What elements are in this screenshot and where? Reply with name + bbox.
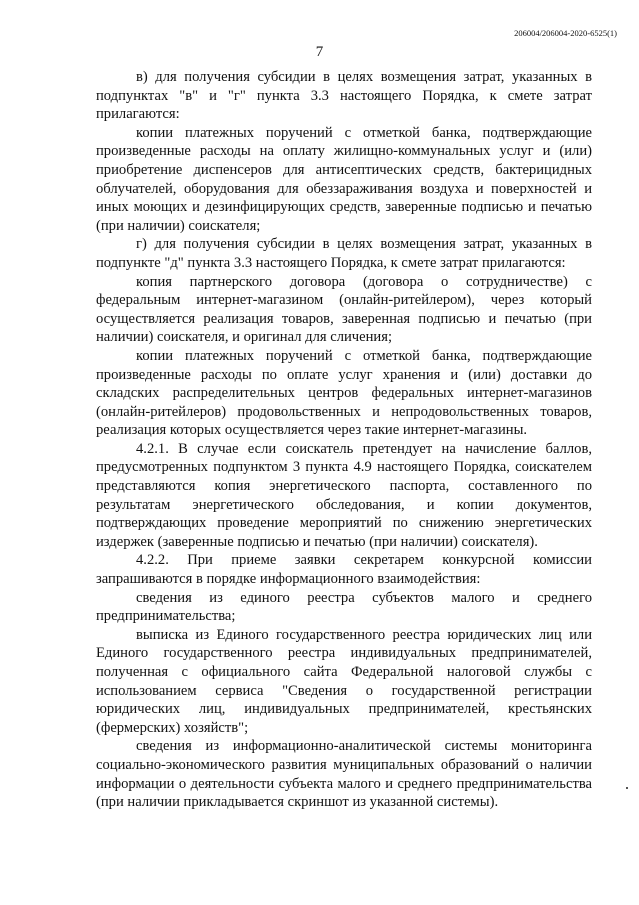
- paragraph-4-2-2: 4.2.2. При приеме заявки секретарем конкурсной комиссии запрашиваются в порядке информационного взаимодействия:: [96, 552, 592, 588]
- paragraph-v-subsidy: в) для получения субсидии в целях возмещения затрат, указанных в подпунктах "в" и "г" пункта 3.3 настоящего Порядка, к смете затрат прилагаются:: [96, 69, 592, 123]
- paragraph-g-subsidy: г) для получения субсидии в целях возмещения затрат, указанных в подпункте "д" пункта 3.3 настоящего Порядка, к смете затрат прилагаются:: [96, 236, 592, 271]
- paragraph-4-2-1: 4.2.1. В случае если соискатель претендует на начисление баллов, предусмотренных подпунктом 3 пункта 4.9 настоящего Порядка, соискателем представляются копия энергетического паспорта, составленного по результатам энергетического обследования, и копии документов, подтверждающих проведение мероприятий по снижению энергетических издержек (заверенные подписью и печатью (при наличии) соискателя).: [96, 440, 592, 550]
- paragraph-sme-registry: сведения из единого реестра субъектов малого и среднего предпринимательства;: [96, 589, 592, 625]
- paragraph-payment-copies-storage: копии платежных поручений с отметкой банка, подтверждающие произведенные расходы по оплате услуг хранения и (или) доставки до складских распределительных центров федеральных интернет-магазинов (онлайн-ритейлеров) продовольственных и непродовольственных товаров, реализация которых осуществляется через такие интернет-магазины.: [96, 347, 592, 439]
- document-body: [96, 68, 592, 812]
- scan-speck: [626, 787, 628, 789]
- document-id: 206004/206004-2020-6525(1): [514, 28, 617, 38]
- paragraph-egrul-extract: выписка из Единого государственного реестра юридических лиц или Единого государственного реестра индивидуальных предпринимателей, полученная с официального сайта Федеральной налоговой службы с использованием сервиса "Сведения о государственной регистрации юридических лиц, индивидуальных предпринимателей, крестьянских (фермерских) хозяйств";: [96, 626, 592, 736]
- paragraph-partner-contract: копия партнерского договора (договора о сотрудничестве) с федеральным интернет-магазином (онлайн-ритейлером), через который осуществляется реализация товаров, заверенная подписью и печатью (при наличии) соискателя, и оригинал для сличения;: [96, 273, 592, 346]
- paragraph-monitoring-system: сведения из информационно-аналитической системы мониторинга социально-экономического развития муниципальных образований о наличии информации о деятельности субъекта малого и среднего предпринимательства (при наличии прикладывается скриншот из указанной системы).: [96, 738, 592, 811]
- page-number: 7: [315, 44, 324, 60]
- paragraph-payment-copies-utilities: копии платежных поручений с отметкой банка, подтверждающие произведенные расходы на оплату жилищно-коммунальных услуг и (или) приобретение диспенсеров для антисептических средств, бактерицидных облучателей, оборудования для обеззараживания воздуха и поверхностей и иных моющих и дезинфицирующих средств, заверенные подписью и печатью (при наличии) соискателя;: [96, 124, 592, 234]
